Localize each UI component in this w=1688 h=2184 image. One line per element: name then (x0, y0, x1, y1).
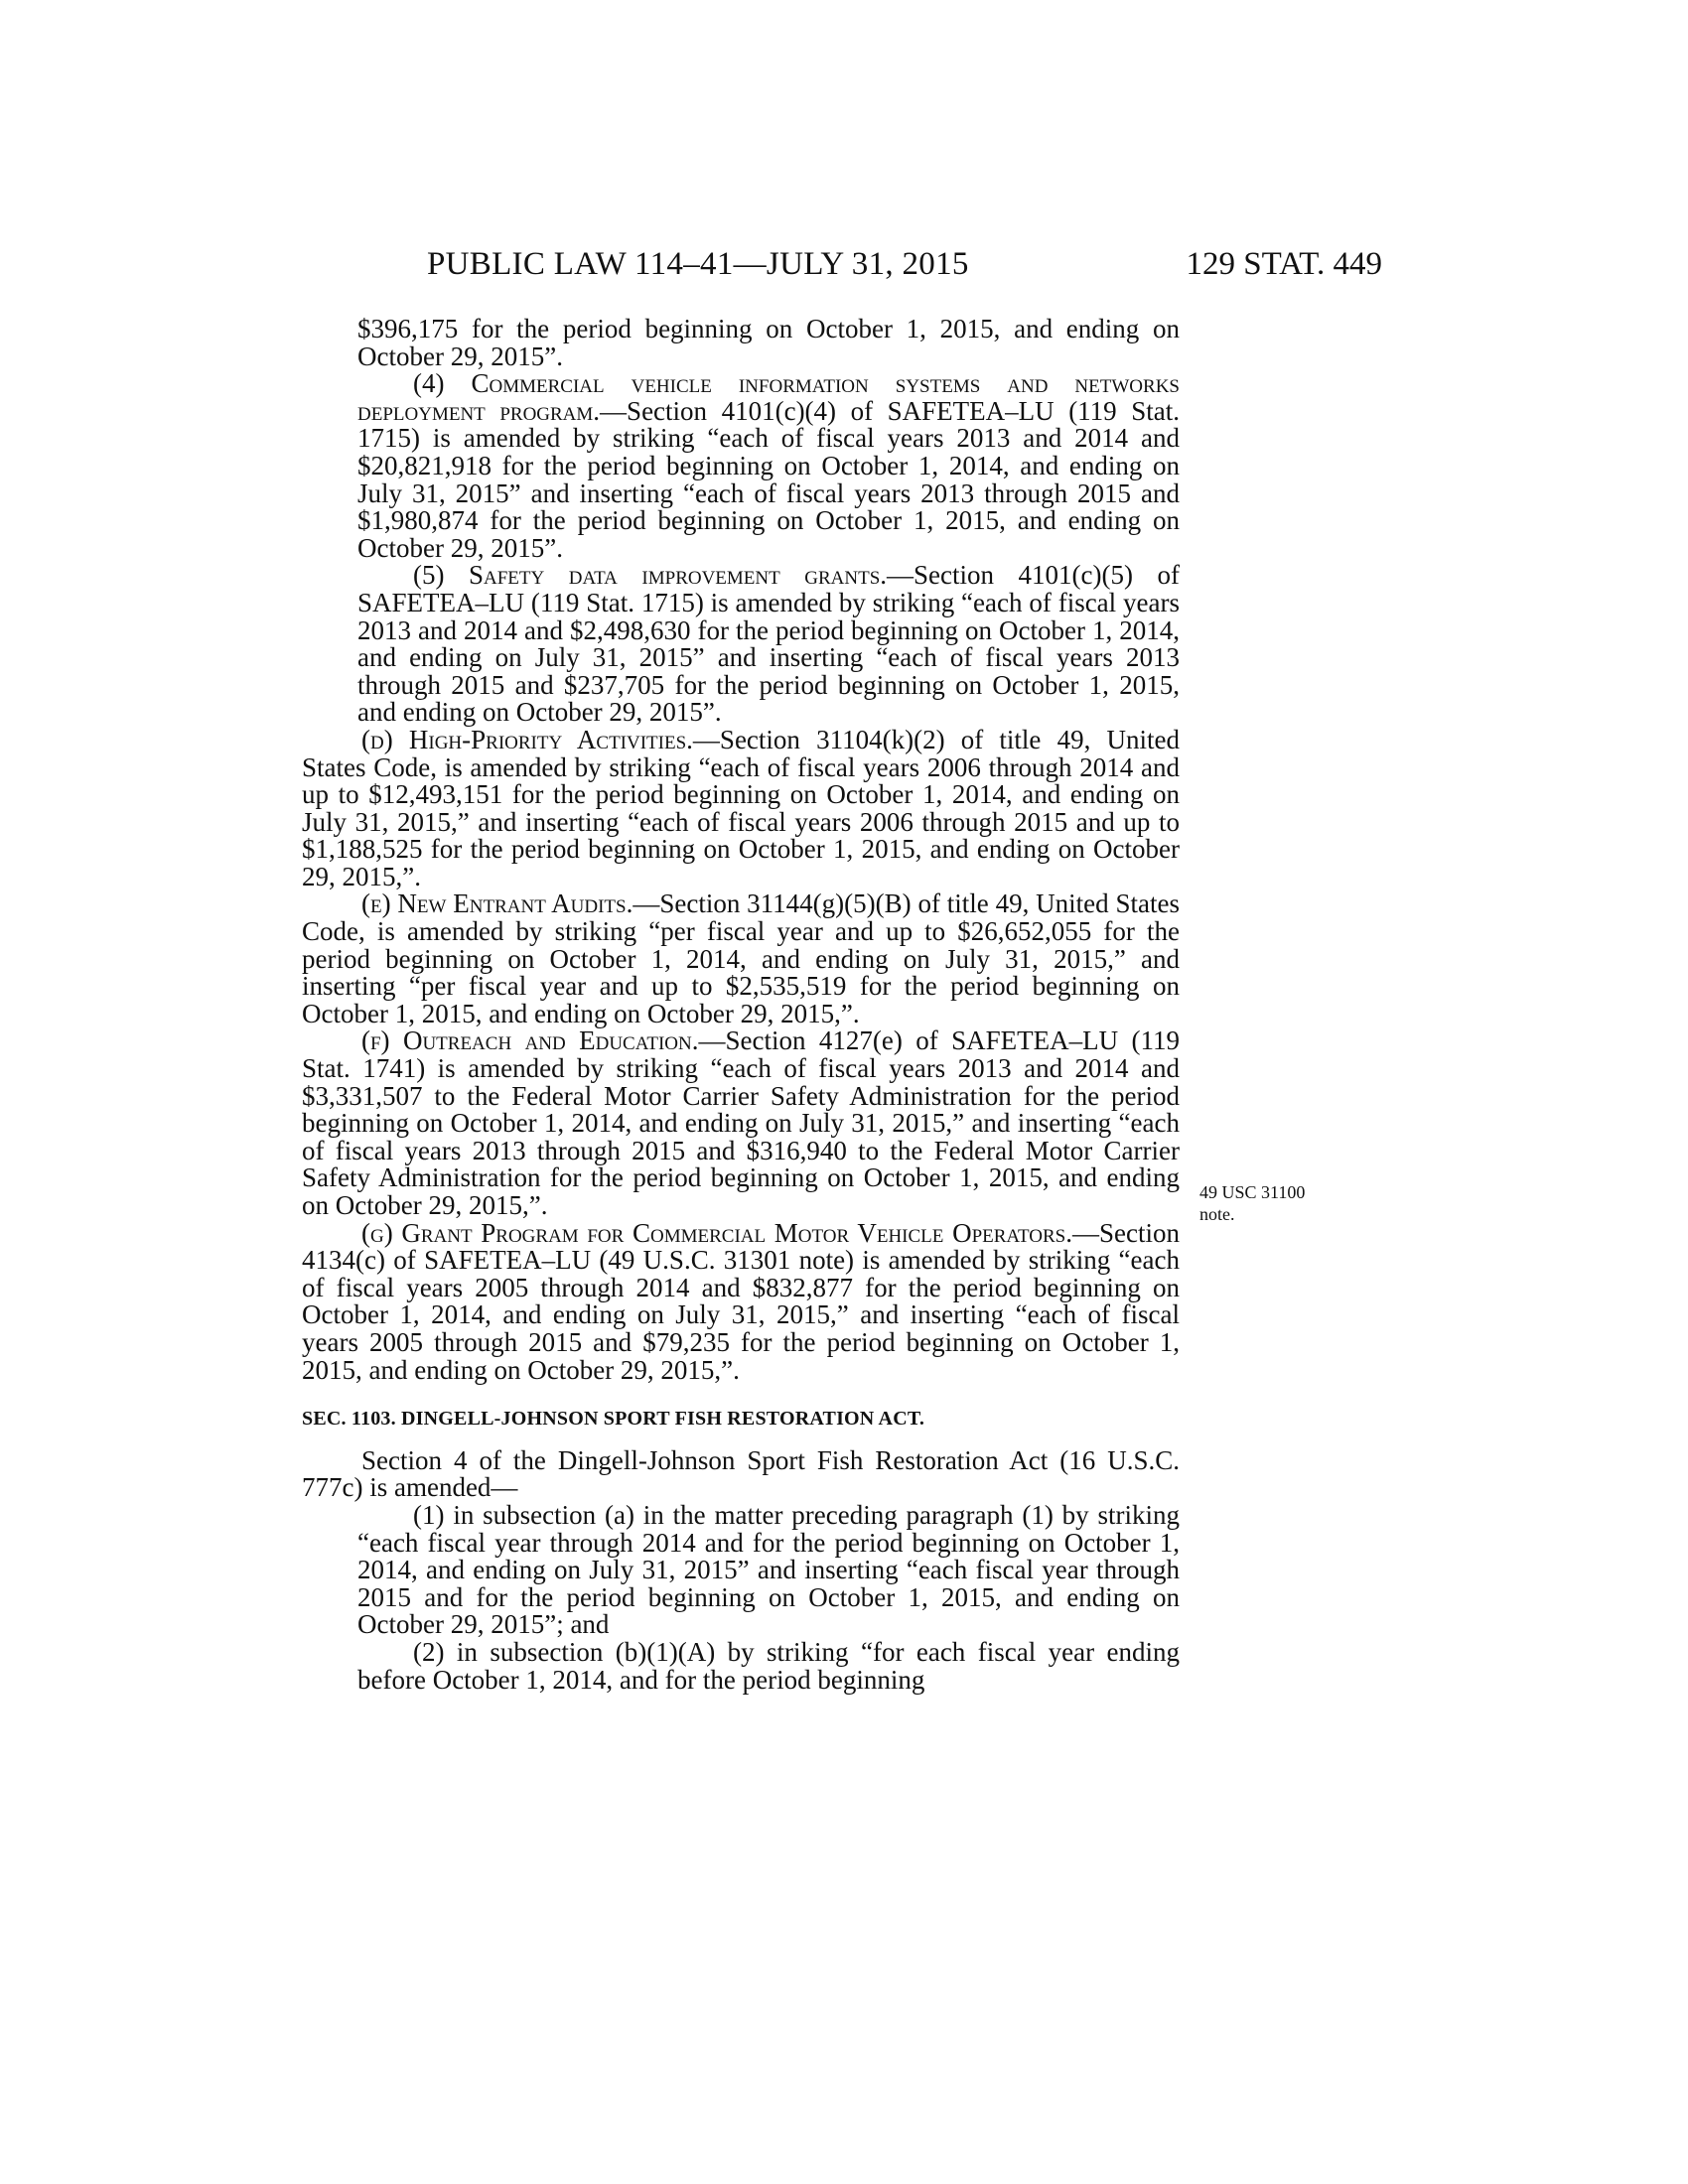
document-body (302, 316, 1180, 1694)
paragraph-d-high-priority (302, 724, 1181, 891)
section-item-2: (2) in subsection (b)(1)(A) by striking “for each fiscal year ending before October 1, 2014, and for the period beginning (357, 1636, 1180, 1695)
paragraph-text: —Section 4127(e) of SAFETEA–LU (119 Stat. 1741) is amended by striking “each of fiscal years 2013 and 2014 and $3,331,507 to the Federal Motor Carrier Safety Administration for the period beginning on October 1, 2014, and ending on July 31, 2015,” and inserting “each of fiscal years 2013 through 2015 and $316,940 to the Federal Motor Carrier Safety Administration for the period beginning on October 1, 2015, and ending on October 29, 2015,”. (302, 1025, 1181, 1220)
paragraph-lead: (g) Grant Program for Commercial Motor Vehicle Operators. (361, 1217, 1072, 1248)
paragraph-4-cvisn (302, 370, 1180, 562)
paragraph-text: —Section 31104(k)(2) of title 49, United States Code, is amended by striking “each of fiscal years 2006 through 2014 and up to $12,493,151 for the period beginning on October 1, 2014, and ending on July 31, 2015,” and inserting “each of fiscal years 2006 through 2015 and up to $1,188,525 for the period beginning on October 1, 2015, and ending on October 29, 2015,”. (302, 724, 1181, 891)
page-header (298, 246, 1382, 286)
section-heading: SEC. 1103. DINGELL-JOHNSON SPORT FISH RESTORATION ACT. (302, 1408, 925, 1431)
paragraph-g-grant-program (302, 1217, 1180, 1385)
paragraph-f-outreach (302, 1027, 1180, 1219)
paragraph-5-safety-data (302, 562, 1180, 727)
paragraph-lead: (f) Outreach and Education. (361, 1025, 699, 1056)
paragraph-text: —Section 4101(c)(5) of SAFETEA–LU (119 Stat. 1715) is amended by striking “each of fiscal years 2013 and 2014 and $2,498,630 for the period beginning on October 1, 2014, and ending on July 31, 2015” and inserting “each of fiscal years 2013 through 2015 and $237,705 for the period beginning on October 1, 2015, and ending on October 29, 2015”. (357, 560, 1180, 728)
paragraph-text: —Section 4134(c) of SAFETEA–LU (49 U.S.C. 31301 note) is amended by striking “each of fiscal years 2005 through 2014 and $832,877 for the period beginning on October 1, 2014, and ending on July 31, 2015,” and inserting “each of fiscal years 2005 through 2015 and $79,235 for the period beginning on October 1, 2015, and ending on October 29, 2015,”. (302, 1217, 1180, 1385)
paragraph-lead: (5) Safety data improvement grants. (413, 560, 888, 591)
paragraph-lead: (4) Commercial vehicle information systems and networks deployment program. (357, 368, 1180, 426)
running-head: PUBLIC LAW 114–41—JULY 31, 2015 (427, 246, 969, 282)
paragraph-text: —Section 4101(c)(4) of SAFETEA–LU (119 Stat. 1715) is amended by striking “each of fiscal years 2013 and 2014 and $20,821,918 for the period beginning on October 1, 2014, and ending on July 31, 2015” and inserting “each of fiscal years 2013 through 2015 and $1,980,874 for the period beginning on October 1, 2015, and ending on October 29, 2015”. (357, 395, 1180, 563)
margin-note-line: 49 USC 31100 (1199, 1182, 1306, 1202)
paragraph-text: —Section 31144(g)(5)(B) of title 49, United States Code, is amended by striking “per fiscal year and up to $26,652,055 for the period beginning on October 1, 2014, and ending on July 31, 2015,” and inserting “per fiscal year and up to $2,535,519 for the period beginning on October 1, 2015, and ending on October 29, 2015,”. (302, 888, 1180, 1028)
paragraph-lead: (e) New Entrant Audits. (361, 888, 633, 919)
section-item-1: (1) in subsection (a) in the matter preceding paragraph (1) by striking “each fiscal year through 2014 and for the period beginning on October 1, 2014, and ending on July 31, 2015” and inserting “each fiscal year through 2015 and for the period beginning on October 1, 2015, and ending on October 29, 2015”; and (357, 1499, 1180, 1640)
statute-page-citation: 129 STAT. 449 (1186, 246, 1382, 282)
section-intro: Section 4 of the Dingell-Johnson Sport Fish Restoration Act (16 U.S.C. 777c) is amended— (302, 1444, 1180, 1503)
margin-note (1199, 1181, 1358, 1225)
paragraph-continuation: $396,175 for the period beginning on October 1, 2015, and ending on October 29, 2015”. (357, 314, 1180, 371)
paragraph-lead: (d) High-Priority Activities. (361, 724, 693, 754)
margin-note-line: note. (1199, 1204, 1235, 1224)
paragraph-e-new-entrant (302, 890, 1180, 1027)
